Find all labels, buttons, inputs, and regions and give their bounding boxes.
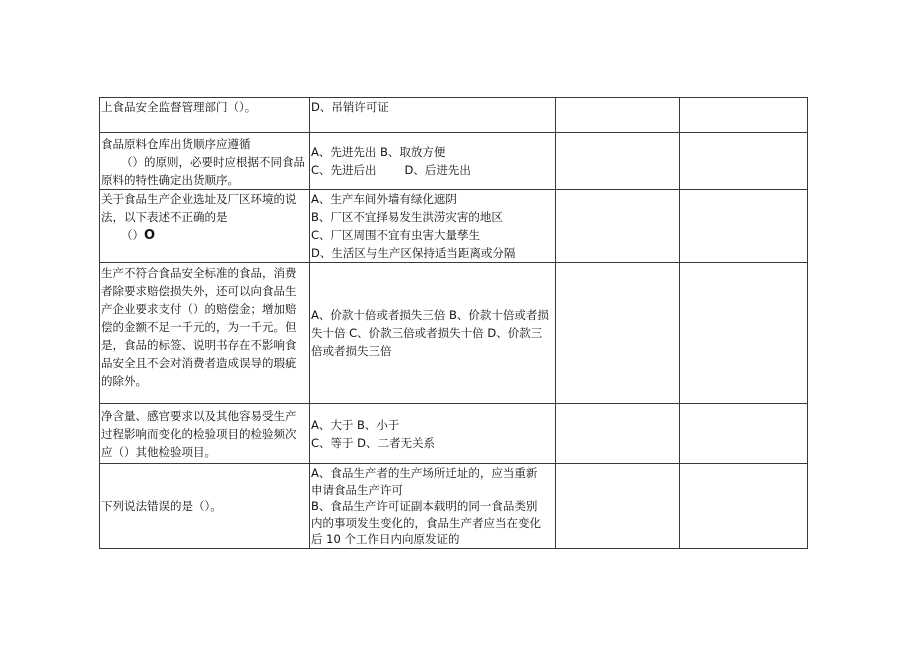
question-cell xyxy=(100,404,310,464)
table-row xyxy=(100,98,808,133)
table-row xyxy=(100,464,808,549)
remark-cell xyxy=(680,98,808,133)
option-text: C、等于 D、二者无关系 xyxy=(311,435,436,450)
option-text: D、吊销许可证 xyxy=(311,100,389,114)
option-text: A、生产车间外墙有绿化遮阴 xyxy=(311,192,457,206)
option-text: A、价款十倍或者损失三倍 B、价款十倍或者损 xyxy=(311,308,549,322)
question-text: 下列说法错误的是（）。 xyxy=(101,499,222,513)
question-text: 者除要求赔偿损失外，还可以向食品生 xyxy=(101,284,297,298)
question-text: （） xyxy=(121,228,144,242)
option-text: 申请食品生产许可 xyxy=(311,482,403,497)
question-text: 关于食品生产企业选址及厂区环境的说 xyxy=(101,192,297,206)
question-cell xyxy=(100,464,310,549)
question-cell xyxy=(100,98,310,133)
question-text: 产企业要求支付（）的赔偿金；增加赔 xyxy=(101,302,297,316)
answer-cell xyxy=(556,263,680,404)
question-text: 是，食品的标签、说明书存在不影响食 xyxy=(101,338,297,352)
remark-cell xyxy=(680,464,808,549)
question-text: 的除外。 xyxy=(101,374,147,388)
question-text: O xyxy=(144,228,156,243)
question-text: 生产不符合食品安全标准的食品，消费 xyxy=(101,266,297,280)
question-text: 偿的金额不足一千元的，为一千元。但 xyxy=(101,320,297,334)
question-text: （）的原则，必要时应根据不同食品 xyxy=(121,155,305,169)
option-text: C、先进后出 xyxy=(311,163,377,177)
remark-cell xyxy=(680,404,808,464)
option-text: A、先进先出 B、取放方便 xyxy=(311,145,446,159)
option-text: D、生活区与生产区保持适当距离或分隔 xyxy=(311,246,516,260)
remark-cell xyxy=(680,133,808,190)
option-text: 倍或者损失三倍 xyxy=(311,344,392,358)
question-table xyxy=(99,97,808,549)
table-row xyxy=(100,133,808,190)
option-text: A、大于 B、小于 xyxy=(311,417,400,432)
table-row xyxy=(100,190,808,263)
question-text: 应（）其他检验项目。 xyxy=(101,444,216,459)
options-cell xyxy=(310,263,556,404)
answer-cell xyxy=(556,98,680,133)
question-text: 品安全且不会对消费者造成误导的瑕疵 xyxy=(101,356,297,370)
option-text: B、厂区不宜择易发生洪涝灾害的地区 xyxy=(311,210,503,224)
question-cell xyxy=(100,263,310,404)
answer-cell xyxy=(556,404,680,464)
option-text: C、厂区周围不宜有虫害大量孳生 xyxy=(311,228,481,242)
option-text: 失十倍 C、价款三倍或者损失十倍 D、价款三 xyxy=(311,326,543,340)
option-text: 内的事项发生变化的，食品生产者应当在变化 xyxy=(311,515,541,530)
answer-cell xyxy=(556,464,680,549)
remark-cell xyxy=(680,190,808,263)
question-text: 过程影响而变化的检验项目的检验频次 xyxy=(101,426,297,441)
question-text: 食品原料仓库出货顺序应遵循 xyxy=(101,137,251,151)
question-text: 上食品安全监督管理部门（）。 xyxy=(101,100,257,114)
options-cell xyxy=(310,464,556,549)
question-text: 法，以下表述不正确的是 xyxy=(101,210,228,224)
options-cell xyxy=(310,133,556,190)
answer-cell xyxy=(556,190,680,263)
remark-cell xyxy=(680,263,808,404)
options-cell xyxy=(310,404,556,464)
option-text: 后 10 个工作日内向原发证的 xyxy=(311,532,460,546)
question-text: 原料的特性确定出货顺序。 xyxy=(101,173,239,187)
option-text: A、食品生产者的生产场所迁址的，应当重新 xyxy=(311,466,538,480)
table-row xyxy=(100,263,808,404)
question-cell xyxy=(100,133,310,190)
option-text: B、食品生产许可证副本载明的同一食品类别 xyxy=(311,499,538,513)
options-cell xyxy=(310,98,556,133)
answer-cell xyxy=(556,133,680,190)
question-cell xyxy=(100,190,310,263)
question-text: 净含量、感官要求以及其他容易受生产 xyxy=(101,408,297,423)
options-cell xyxy=(310,190,556,263)
table-row xyxy=(100,404,808,464)
option-text: D、后进先出 xyxy=(404,163,471,177)
